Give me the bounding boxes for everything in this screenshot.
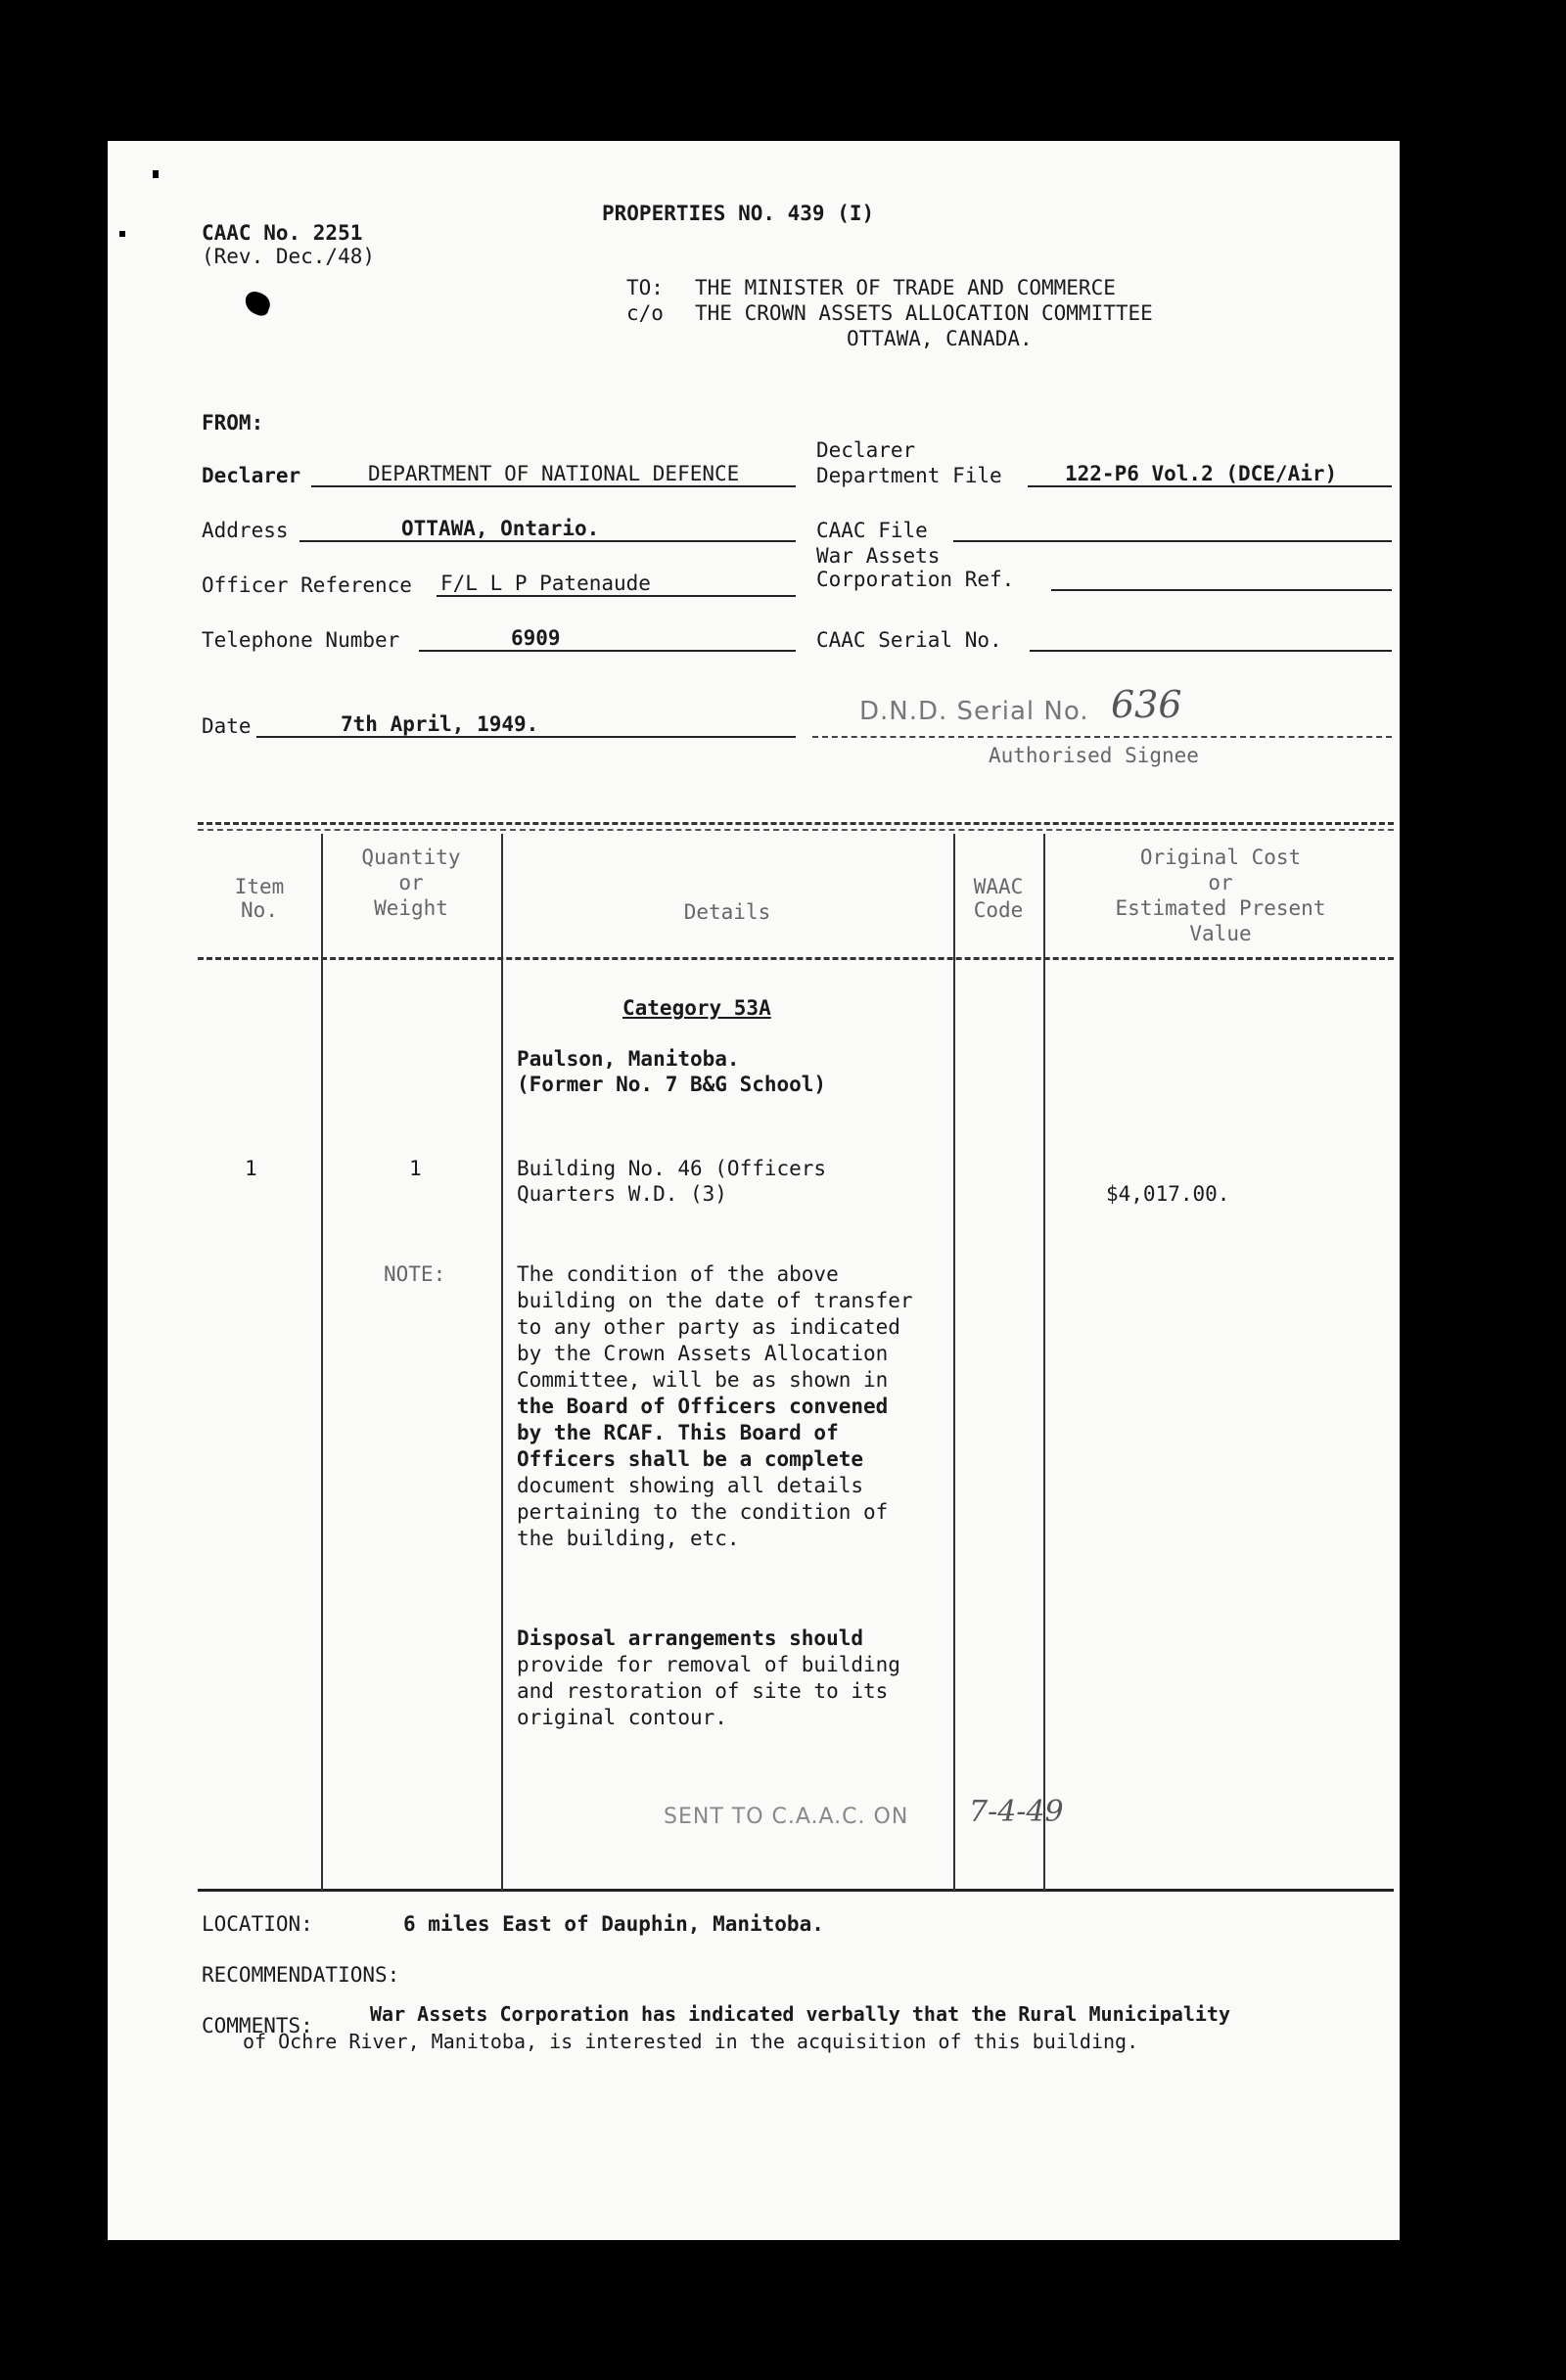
note-line: to any other party as indicated	[517, 1315, 900, 1339]
item-details-line-1: Building No. 46 (Officers	[517, 1157, 827, 1180]
address-label: Address	[202, 519, 289, 542]
address-value: OTTAWA, Ontario.	[401, 517, 600, 540]
header-item-no-2: No.	[241, 898, 278, 922]
officer-reference-label: Officer Reference	[202, 573, 412, 597]
disposal-line: and restoration of site to its	[517, 1679, 889, 1703]
header-cost-1: Original Cost	[1139, 846, 1302, 869]
war-assets-label-2: Corporation Ref.	[816, 568, 1015, 591]
header-cost-2: or	[1208, 871, 1233, 894]
category-heading: Category 53A	[622, 996, 771, 1020]
dept-file-underline	[1028, 485, 1392, 487]
caac-serial-underline	[1030, 650, 1392, 652]
header-cost-3: Estimated Present	[1115, 896, 1326, 920]
date-underline	[256, 736, 796, 738]
table-top-rule-2	[198, 829, 1394, 831]
note-line: the Board of Officers convened	[517, 1395, 889, 1418]
header-quantity-3: Weight	[374, 896, 448, 920]
ink-blot	[242, 289, 273, 318]
location-value: 6 miles East of Dauphin, Manitoba.	[403, 1912, 824, 1936]
note-line: document showing all details	[517, 1474, 864, 1497]
table-divider-1	[321, 834, 323, 1891]
caac-file-underline	[953, 540, 1392, 542]
item-details-line-2: Quarters W.D. (3)	[517, 1182, 727, 1206]
item-quantity: 1	[409, 1157, 422, 1180]
declarer-underline	[311, 485, 796, 487]
note-line: by the RCAF. This Board of	[517, 1421, 839, 1444]
comments-label: COMMENTS:	[202, 2014, 313, 2037]
comments-line-1: War Assets Corporation has indicated verbally that the Rural Municipality	[370, 2002, 1230, 2026]
telephone-value: 6909	[511, 626, 561, 650]
item-number: 1	[245, 1157, 257, 1180]
header-waac-code-1: WAAC	[973, 875, 1024, 898]
location-label: LOCATION:	[202, 1912, 313, 1936]
war-assets-label-1: War Assets	[816, 544, 941, 568]
document-page	[108, 141, 1400, 2240]
addressee-line-2: THE CROWN ASSETS ALLOCATION COMMITTEE	[695, 301, 1153, 325]
note-line: Committee, will be as shown in	[517, 1368, 889, 1392]
table-divider-2	[501, 834, 503, 1891]
header-cost-4: Value	[1189, 922, 1252, 945]
form-number: CAAC No. 2251	[202, 221, 363, 245]
addressee-line-1: THE MINISTER OF TRADE AND COMMERCE	[695, 276, 1116, 299]
form-revision: (Rev. Dec./48)	[202, 245, 376, 268]
table-divider-4	[1043, 834, 1045, 1891]
table-bottom-rule	[198, 1889, 1394, 1892]
header-quantity-2: or	[398, 871, 424, 894]
header-details: Details	[683, 900, 771, 924]
note-line: pertaining to the condition of	[517, 1500, 889, 1524]
dnd-serial-handwritten: 636	[1111, 683, 1182, 726]
site-location-line-2: (Former No. 7 B&G School)	[517, 1073, 827, 1096]
sent-to-caac-stamp: SENT TO C.A.A.C. ON	[664, 1805, 909, 1829]
site-location-line-1: Paulson, Manitoba.	[517, 1047, 740, 1071]
note-label: NOTE:	[384, 1262, 446, 1286]
date-value: 7th April, 1949.	[341, 712, 539, 736]
table-top-rule	[198, 822, 1394, 825]
officer-reference-underline	[437, 595, 796, 597]
telephone-underline	[419, 650, 796, 652]
note-line: the building, etc.	[517, 1527, 740, 1550]
declarer-label: Declarer	[202, 464, 301, 487]
document-title: PROPERTIES NO. 439 (I)	[602, 202, 875, 225]
punch-mark	[119, 231, 125, 237]
officer-reference-value: F/L L P Patenaude	[440, 572, 651, 595]
telephone-label: Telephone Number	[202, 628, 400, 652]
disposal-line: provide for removal of building	[517, 1653, 900, 1676]
comments-line-2: of Ochre River, Manitoba, is interested in the acquisition of this building.	[243, 2030, 1139, 2053]
dnd-serial-stamp: D.N.D. Serial No.	[859, 697, 1089, 726]
dept-file-label-2: Department File	[816, 464, 1002, 487]
item-value: $4,017.00.	[1106, 1182, 1230, 1206]
dept-file-value: 122-P6 Vol.2 (DCE/Air)	[1065, 462, 1338, 485]
declarer-value: DEPARTMENT OF NATIONAL DEFENCE	[368, 462, 740, 485]
authorised-signee-label: Authorised Signee	[989, 744, 1199, 767]
war-assets-underline	[1051, 589, 1392, 591]
table-header-rule	[198, 957, 1394, 960]
note-line: The condition of the above	[517, 1262, 839, 1286]
address-underline	[299, 540, 796, 542]
header-quantity-1: Quantity	[361, 846, 461, 869]
to-label: TO:	[626, 276, 664, 299]
caac-file-label: CAAC File	[816, 519, 928, 542]
note-line: building on the date of transfer	[517, 1289, 913, 1312]
caac-serial-label: CAAC Serial No.	[816, 628, 1002, 652]
from-label: FROM:	[202, 411, 264, 435]
punch-mark	[153, 170, 159, 178]
table-divider-3	[953, 834, 955, 1891]
note-line: by the Crown Assets Allocation	[517, 1342, 889, 1365]
signee-line	[812, 736, 1392, 738]
disposal-line: original contour.	[517, 1706, 727, 1729]
care-of-label: c/o	[626, 301, 664, 325]
header-waac-code-2: Code	[973, 898, 1024, 922]
date-label: Date	[202, 714, 252, 738]
header-item-no-1: Item	[234, 875, 285, 898]
note-line: Officers shall be a complete	[517, 1447, 864, 1471]
dept-file-label-1: Declarer	[816, 438, 916, 462]
addressee-line-3: OTTAWA, CANADA.	[847, 327, 1033, 350]
sent-date-handwritten: 7-4-49	[969, 1795, 1064, 1829]
disposal-line: Disposal arrangements should	[517, 1626, 864, 1650]
recommendations-label: RECOMMENDATIONS:	[202, 1963, 400, 1987]
